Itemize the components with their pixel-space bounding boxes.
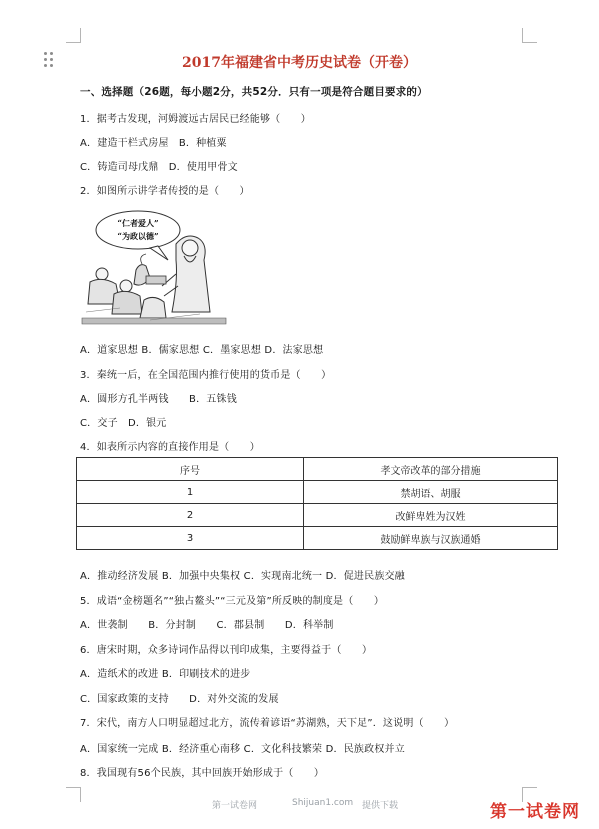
- question-1-options-ab: A．建造干栏式房屋 B．种植粟: [80, 138, 227, 149]
- question-3-options-ab: A．圆形方孔半两钱 B．五铢钱: [80, 394, 237, 405]
- question-8-stem: 8．我国现有56个民族，其中回族开始形成于（ ）: [80, 768, 325, 779]
- question-7-options: A．国家统一完成 B．经济重心南移 C．文化科技繁荣 D．民族政权并立: [80, 744, 405, 755]
- table-row: [77, 481, 558, 504]
- footer-right-text: 提供下载: [362, 801, 399, 811]
- question-6-stem: 6．唐宋时期，众多诗词作品得以刊印成集，主要得益于（ ）: [80, 645, 373, 656]
- question-3-options-cd: C．交子 D．银元: [80, 418, 167, 429]
- lecture-illustration: [80, 208, 228, 326]
- question-2-stem: 2．如图所示讲学者传授的是（ ）: [80, 186, 250, 197]
- table-cell: 禁胡语、胡服: [304, 481, 558, 504]
- table-cell: 1: [77, 481, 304, 504]
- question-7-stem: 7．宋代，南方人口明显超过北方，流传着谚语“苏湖熟，天下足”．这说明（ ）: [80, 718, 455, 729]
- table-cell: 鼓励鲜卑族与汉族通婚: [304, 527, 558, 550]
- table-header-cell: 序号: [77, 458, 304, 481]
- bubble-quote-1: “仁者爱人”: [117, 218, 159, 228]
- footer-site-link[interactable]: Shijuan1.com: [292, 798, 354, 808]
- question-1-stem: 1．据考古发现，河姆渡远古居民已经能够（ ）: [80, 114, 311, 125]
- table-header-cell: 孝文帝改革的部分措施: [304, 458, 558, 481]
- question-6-options-cd: C．国家政策的支持 D．对外交流的发展: [80, 694, 279, 705]
- question-5-stem: 5．成语“金榜题名”“独占鳌头”“三元及第”所反映的制度是（ ）: [80, 596, 385, 607]
- question-4-options: A．推动经济发展 B．加强中央集权 C．实现南北统一 D．促进民族交融: [80, 571, 405, 582]
- table-cell: 3: [77, 527, 304, 550]
- question-2-options: A．道家思想 B．儒家思想 C．墨家思想 D．法家思想: [80, 345, 324, 356]
- reform-measures-table: [76, 457, 558, 550]
- table-row: [77, 504, 558, 527]
- crop-mark-top-left: [66, 28, 81, 43]
- question-6-options-ab: A．造纸术的改进 B．印刷技术的进步: [80, 669, 251, 680]
- watermark-logo: 第一试卷网: [490, 802, 580, 822]
- table-cell: 2: [77, 504, 304, 527]
- question-4-stem: 4．如表所示内容的直接作用是（ ）: [80, 442, 260, 453]
- page-title: 2017年福建省中考历史试卷（开卷）: [182, 55, 417, 71]
- question-1-options-cd: C．铸造司母戊鼎 D．使用甲骨文: [80, 162, 238, 173]
- question-5-options: A．世袭制 B．分封制 C．郡县制 D．科举制: [80, 620, 334, 631]
- table-header-row: [77, 458, 558, 481]
- bubble-quote-2: “为政以德”: [117, 231, 159, 241]
- crop-mark-bottom-left: [66, 787, 81, 802]
- table-cell: 改鲜卑姓为汉姓: [304, 504, 558, 527]
- footer-left-text: 第一试卷网: [212, 801, 258, 811]
- table-row: [77, 527, 558, 550]
- crop-mark-top-right: [522, 28, 537, 43]
- section-header: 一、选择题（26题，每小题2分，共52分．只有一项是符合题目要求的）: [80, 86, 428, 98]
- question-3-stem: 3．秦统一后，在全国范围内推行使用的货币是（ ）: [80, 370, 332, 381]
